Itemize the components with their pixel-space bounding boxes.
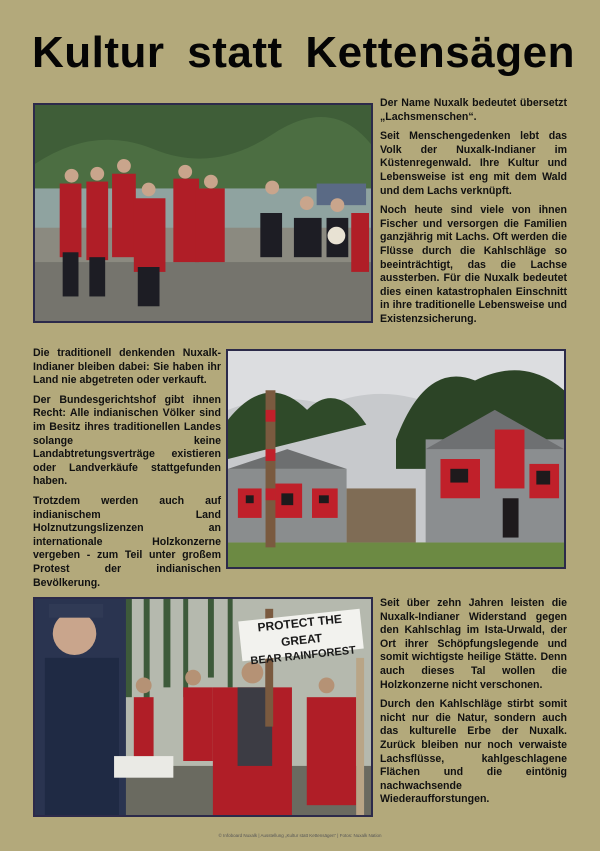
page-title: Kultur statt Kettensägen xyxy=(32,28,575,77)
section1-paragraph: Noch heute sind viele von ihnen Fischer und versorgen die Familien ganzjährig mit Lachs. Oft werden die Flüsse durch die Kahlschläge so beeinträchtigt, das die Lachse aussterben. Für die Nuxalk bedeutet dies einen katastrophalen Einschnitt in ihre traditionelle Lebensweise und Existenzsicherung. xyxy=(380,204,567,325)
photo-protest xyxy=(33,597,373,817)
photo-credit: © Infoboard Nuxalk | Ausstellung „Kultur statt Kettensägen“ | Fotos: Nuxalk Nation xyxy=(218,833,382,838)
protest-sign-line1: PROTECT THE GREAT xyxy=(256,611,343,650)
section3-paragraph: Seit über zehn Jahren leisten die Nuxalk-Indianer Widerstand gegen den Kahlschlag im Ista-Urwald, der Ort ihrer Schöpfungslegende und somit wichtigste heilige Stätte. Denn auch dieses Tal wollen die Holzkonzerne nicht verschonen. xyxy=(380,597,567,691)
section3-text xyxy=(380,597,567,813)
section3-paragraph: Durch den Kahlschläge stirbt somit nicht nur die Natur, sondern auch das kulturelle Erbe der Nuxalk. Zurück bleiben nur noch verwaiste Lachsflüsse, kahlgeschlagene Flächen und die eintönig nachwachsende Wiederaufforstungen. xyxy=(380,698,567,806)
photo-longhouses xyxy=(226,349,566,569)
section1-paragraph: Der Name Nuxalk bedeutet übersetzt „Lachsmenschen“. xyxy=(380,97,567,123)
section2-paragraph: Trotzdem werden auch auf indianischem Land Holznutzungslizenzen an internationale Holzkonzerne vergeben - zum Teil unter großem Protest der indianischen Bevölkerung. xyxy=(33,494,221,589)
section2-text xyxy=(33,347,221,596)
section1-paragraph: Seit Menschengedenken lebt das Volk der Nuxalk-Indianer im Küstenregenwald. Ihre Kultur und Lebensweise ist eng mit dem Wald und dem Lachs verknüpft. xyxy=(380,130,567,197)
section1-text xyxy=(380,97,567,333)
photo-nuxalk-ceremony xyxy=(33,103,373,323)
ceremony-photo-image xyxy=(35,105,371,321)
longhouse-photo-image xyxy=(228,351,564,567)
section2-paragraph: Der Bundesgerichtshof gibt ihnen Recht: Alle indianischen Völker sind im Besitz ihres traditionellen Landes solange keine Landabtretungsverträge existieren oder Landverkäufe stattgefunden haben. xyxy=(33,393,221,488)
protest-sign-line2: BEAR RAINFOREST xyxy=(249,644,357,668)
section2-paragraph: Die traditionell denkenden Nuxalk-Indianer bleiben dabei: Sie haben ihr Land nie abgetreten oder verkauft. xyxy=(33,347,221,387)
